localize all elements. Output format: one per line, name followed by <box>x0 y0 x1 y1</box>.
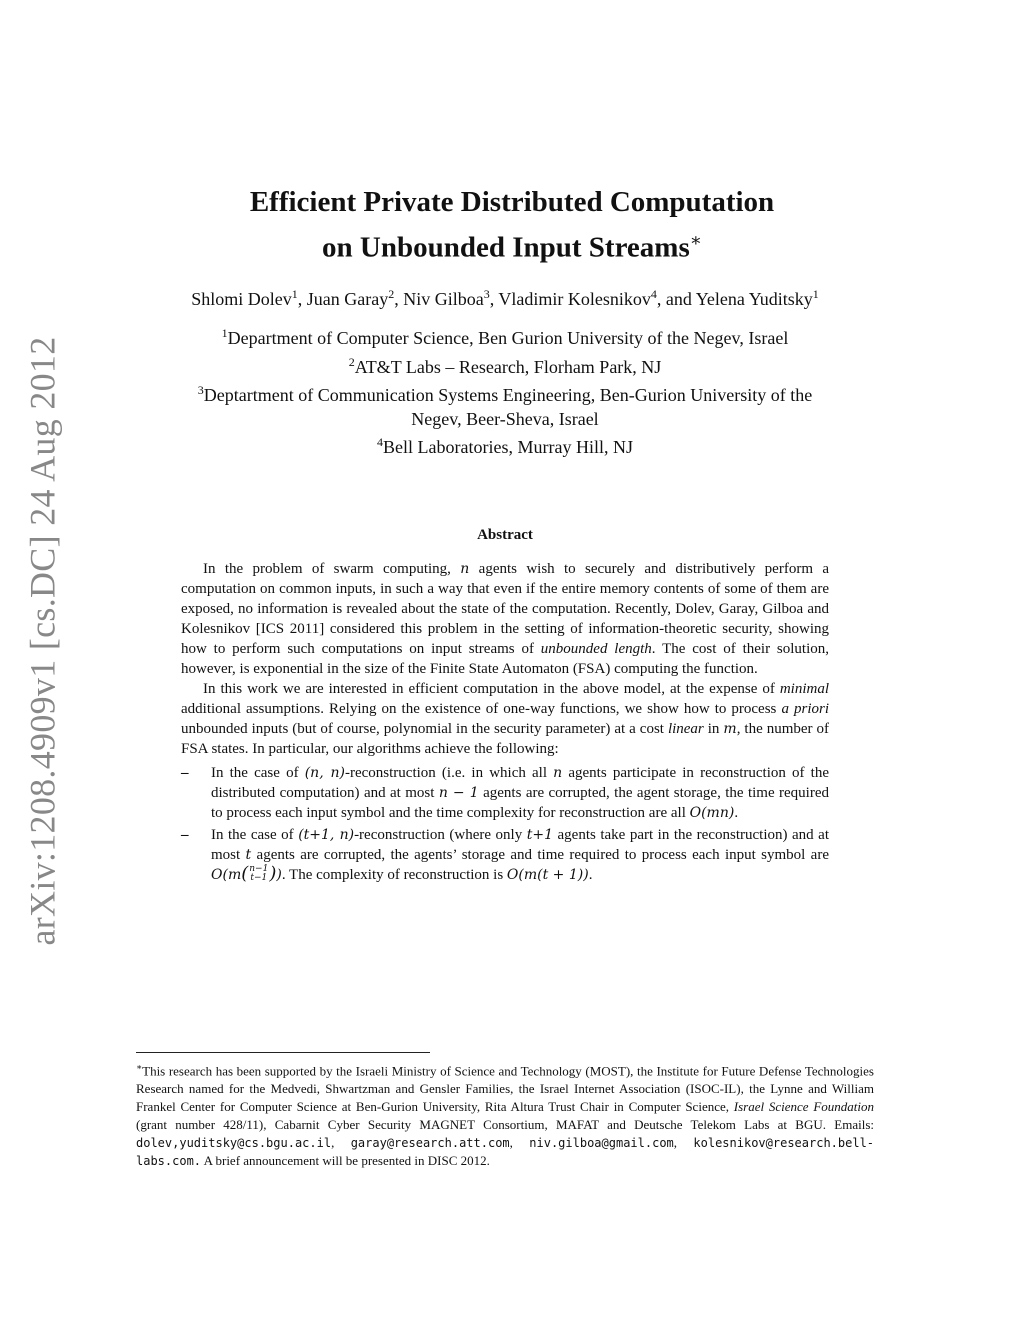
author: Yelena Yuditsky$^1$ <box>695 287 819 309</box>
author-list <box>0 282 1010 311</box>
email[interactable]: dolev,yuditsky@cs.bgu.ac.il <box>136 1136 332 1151</box>
email[interactable]: niv.gilboa@gmail.com <box>529 1136 674 1151</box>
arxiv-identifier: arXiv:1208.4909v1 [cs.DC] 24 Aug 2012 <box>23 336 63 946</box>
result-item: – In the case of (n, n)-reconstruction (i.e. in which all n agents participate in reconstruction of the distributed computation) and at most n − 1 agents are corrupted, the agent storage, the time required to process each input symbol and the time complexity for reconstruction are all O(mn). <box>181 765 830 821</box>
footnote-marker: ∗ <box>136 1062 143 1072</box>
author: Vladimir Kolesnikov$^4$, and <box>498 287 696 309</box>
paper-title <box>0 183 1024 267</box>
affiliation: $^2$AT&T Labs – Research, Florham Park, NJ <box>348 354 662 377</box>
author: Niv Gilboa$^3$, <box>403 287 499 309</box>
bullet-dash: – <box>181 765 189 781</box>
footnote-rule <box>136 1052 430 1053</box>
affiliation: $^4$Bell Laboratories, Murray Hill, NJ <box>377 435 633 457</box>
abstract-body <box>181 559 829 887</box>
title-line-2: on Unbounded Input Streams∗ <box>322 230 702 264</box>
affiliation-continuation: Negev, Beer-Sheva, Israel <box>411 408 599 429</box>
affiliation-list <box>0 322 1010 460</box>
abstract-paragraph-1: In the problem of swarm computing, n agents wish to securely and distributively perform a computation on common inputs, in such a way that even if the entire memory contents of some of them are exposed, no information is revealed about the state of the computation. Recently, Dolev, Garay, Gilboa and Kolesnikov [ICS 2011] considered this problem in the setting of information-theoretic security, showing how to perform such computations on input streams of unbounded length. The cost of their solution, however, is exponential in the size of the Finite State Automaton (FSA) computing the function. <box>181 561 830 677</box>
author: Juan Garay$^2$, <box>306 287 404 309</box>
abstract-paragraph-2: In this work we are interested in efficient computation in the above model, at the expense of minimal additional assumptions. Relying on the existence of one-way functions, we show how to process a priori unbounded inputs (but of course, polynomial in the security parameter) at a cost linear in m, the number of FSA states. In particular, our algorithms achieve the following: <box>181 681 829 757</box>
affiliation: $^1$Department of Computer Science, Ben Gurion University of the Negev, Israel <box>221 326 789 348</box>
email[interactable]: kolesnikov@research.bell-labs.com. <box>136 1136 875 1169</box>
abstract-heading: Abstract <box>477 527 533 543</box>
author: Shlomi Dolev$^1$, <box>191 287 307 309</box>
footnote: ∗This research has been supported by the Israeli Ministry of Science and Technology (MOST), the Institute for Future Defense Technologies Research named for the Medvedi, Shwartzman and Gensler Families, the Israel Internet Association (ISOC-IL), the Lynne and William Frankel Center for Computer Science at Ben-Gurion University, Rita Altura Trust Chair in Computer Science, Israel Science Foundation (grant number 428/11), Cabarnit Cyber Security MAGNET Consortium, MAFAT and Deutsche Telekom Labs at BGU. Emails: dolev,yuditsky@cs.bgu.ac.il, garay@research.att.com, niv.gilboa@gmail.com, kolesnikov@research.bell-labs.com. A brief announcement will be presented in DISC 2012. <box>136 1062 875 1169</box>
binomial-expression: O(m ( n−1 t−1 ) ) <box>211 863 282 884</box>
title-footnote-marker: ∗ <box>689 230 702 250</box>
email[interactable]: garay@research.att.com <box>350 1136 510 1151</box>
bullet-dash: – <box>181 827 189 843</box>
result-list <box>181 763 829 885</box>
title-line-1: Efficient Private Distributed Computation <box>249 186 775 218</box>
affiliation: $^3$Deptartment of Communication Systems Engineering, Ben-Gurion University of the <box>197 383 813 405</box>
result-item: – In the case of (t+1, n)-reconstruction (where only t+1 agents take part in the reconstruction) and at most t agents are corrupted, the agents’ storage and time required to process each input symbol are O(m ( n−1 t−1 ) ). The complexity of reconstruction is O(m(t + 1)). <box>181 827 829 884</box>
